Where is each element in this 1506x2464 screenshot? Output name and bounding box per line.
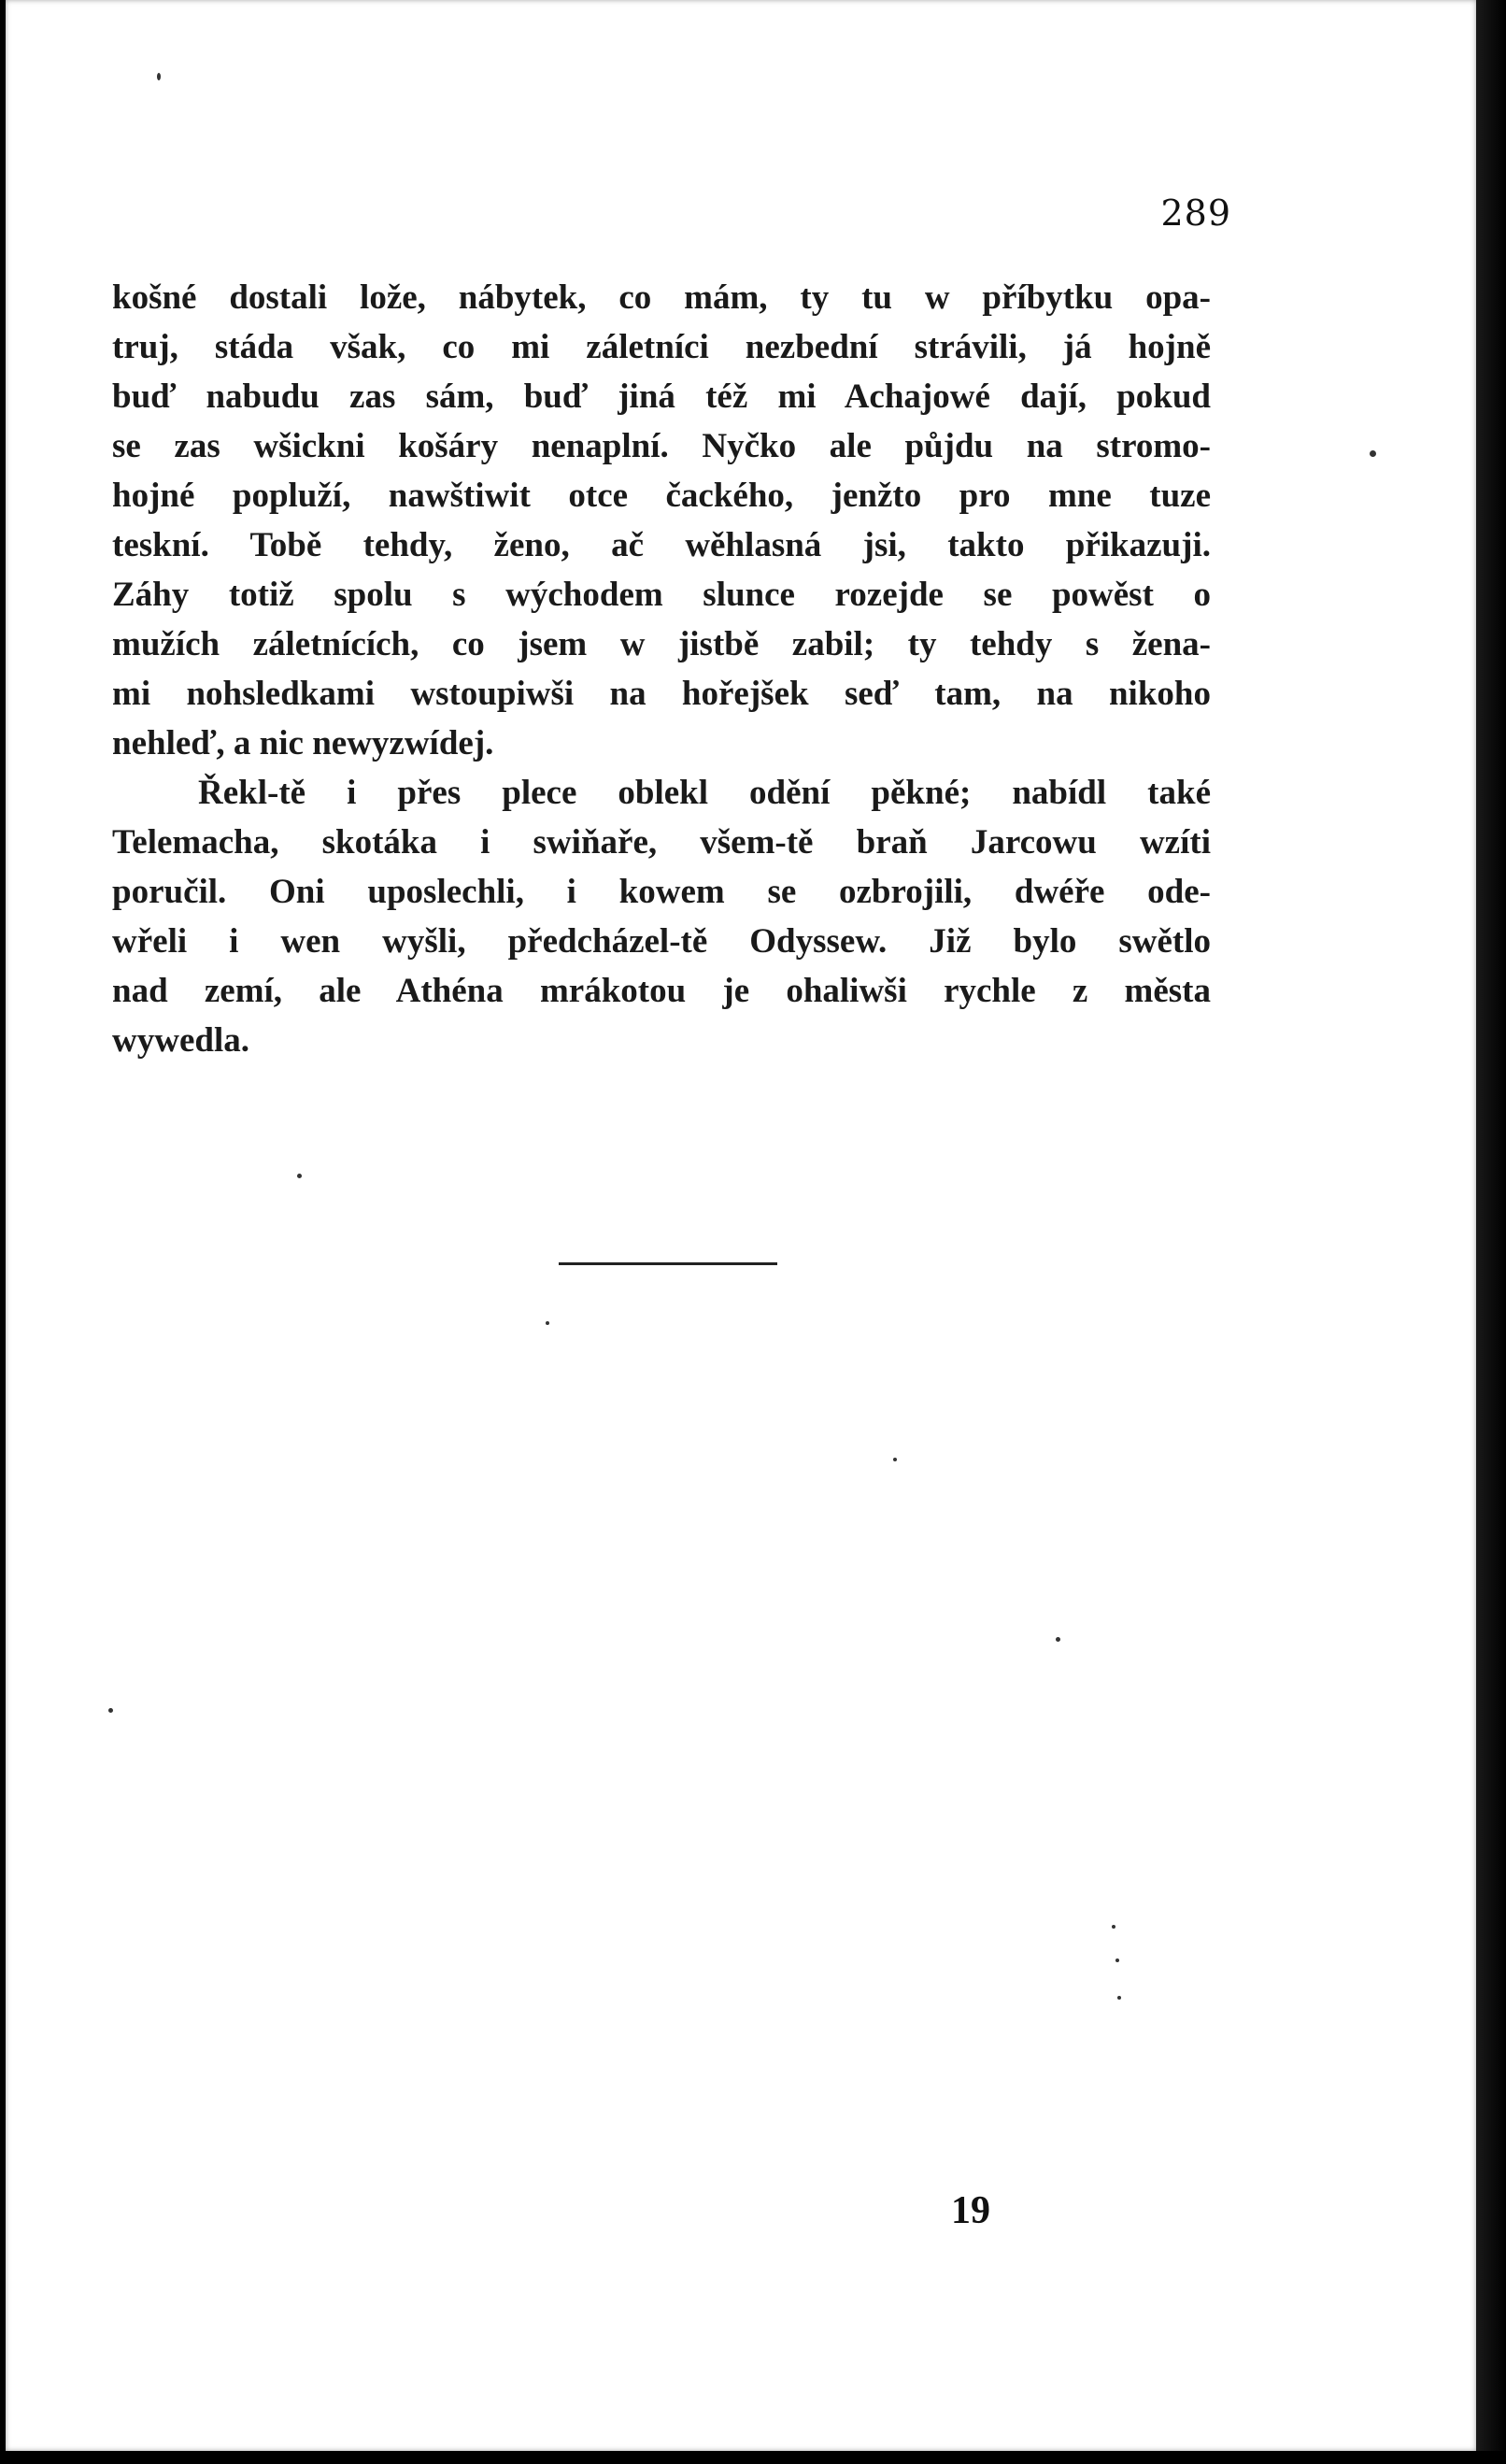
text-line: nad zemí, ale Athéna mrákotou je ohaliwši rychle z města bbox=[112, 972, 1211, 1010]
text-line: hojné popluží, nawštiwit otce čackého, jenžto pro mne tuze bbox=[112, 477, 1211, 515]
scan-speck bbox=[1115, 1958, 1119, 1962]
text-line: wřeli i wen wyšli, předcházel-tě Odyssew. Již bylo swětlo bbox=[112, 922, 1211, 961]
text-line: wywedla. bbox=[112, 1021, 249, 1060]
scan-speck bbox=[1056, 1637, 1060, 1642]
scan-speck bbox=[1370, 450, 1376, 457]
text-line-paragraph-start: Řekl-tě i přes plece oblekl odění pěkné; nabídl také bbox=[198, 774, 1211, 812]
text-line: poručil. Oni uposlechli, i kowem se ozbrojili, dwéře ode- bbox=[112, 873, 1211, 911]
scan-speck bbox=[157, 73, 161, 80]
text-line: truj, stáda však, co mi záletníci nezbední strávili, já hojně bbox=[112, 328, 1211, 366]
scan-speck bbox=[297, 1174, 302, 1178]
text-line: mi nohsledkami wstoupiwši na hořejšek seď tam, na nikoho bbox=[112, 675, 1211, 713]
section-separator-rule bbox=[559, 1262, 777, 1265]
text-line: nehleď, a nic newyzwídej. bbox=[112, 724, 494, 762]
text-line: mužích záletnících, co jsem w jistbě zabil; ty tehdy s žena- bbox=[112, 625, 1211, 663]
text-line: Telemacha, skotáka i swiňaře, všem-tě braň Jarcowu wzíti bbox=[112, 823, 1211, 862]
scan-border-right bbox=[1476, 0, 1506, 2464]
text-line: se zas wšickni košáry nenaplní. Nyčko ale půjdu na stromo- bbox=[112, 427, 1211, 465]
scan-border-bottom bbox=[0, 2451, 1506, 2464]
text-line: Záhy totiž spolu s wýchodem slunce rozejde se powěst o bbox=[112, 576, 1211, 614]
body-text bbox=[112, 273, 1211, 1065]
scan-speck bbox=[1112, 1925, 1115, 1929]
text-line: košné dostali lože, nábytek, co mám, ty tu w příbytku opa- bbox=[112, 278, 1211, 317]
scan-speck bbox=[108, 1708, 113, 1713]
page-number: 289 bbox=[1160, 192, 1231, 234]
scan-speck bbox=[546, 1321, 549, 1325]
signature-mark: 19 bbox=[951, 2189, 990, 2232]
text-line: buď nabudu zas sám, buď jiná též mi Achajowé dají, pokud bbox=[112, 377, 1211, 416]
scan-speck bbox=[1117, 1996, 1121, 2000]
book-page bbox=[6, 0, 1476, 2451]
scan-speck bbox=[893, 1458, 897, 1461]
text-line: teskní. Tobě tehdy, ženo, ač wěhlasná jsi, takto přikazuji. bbox=[112, 526, 1211, 564]
